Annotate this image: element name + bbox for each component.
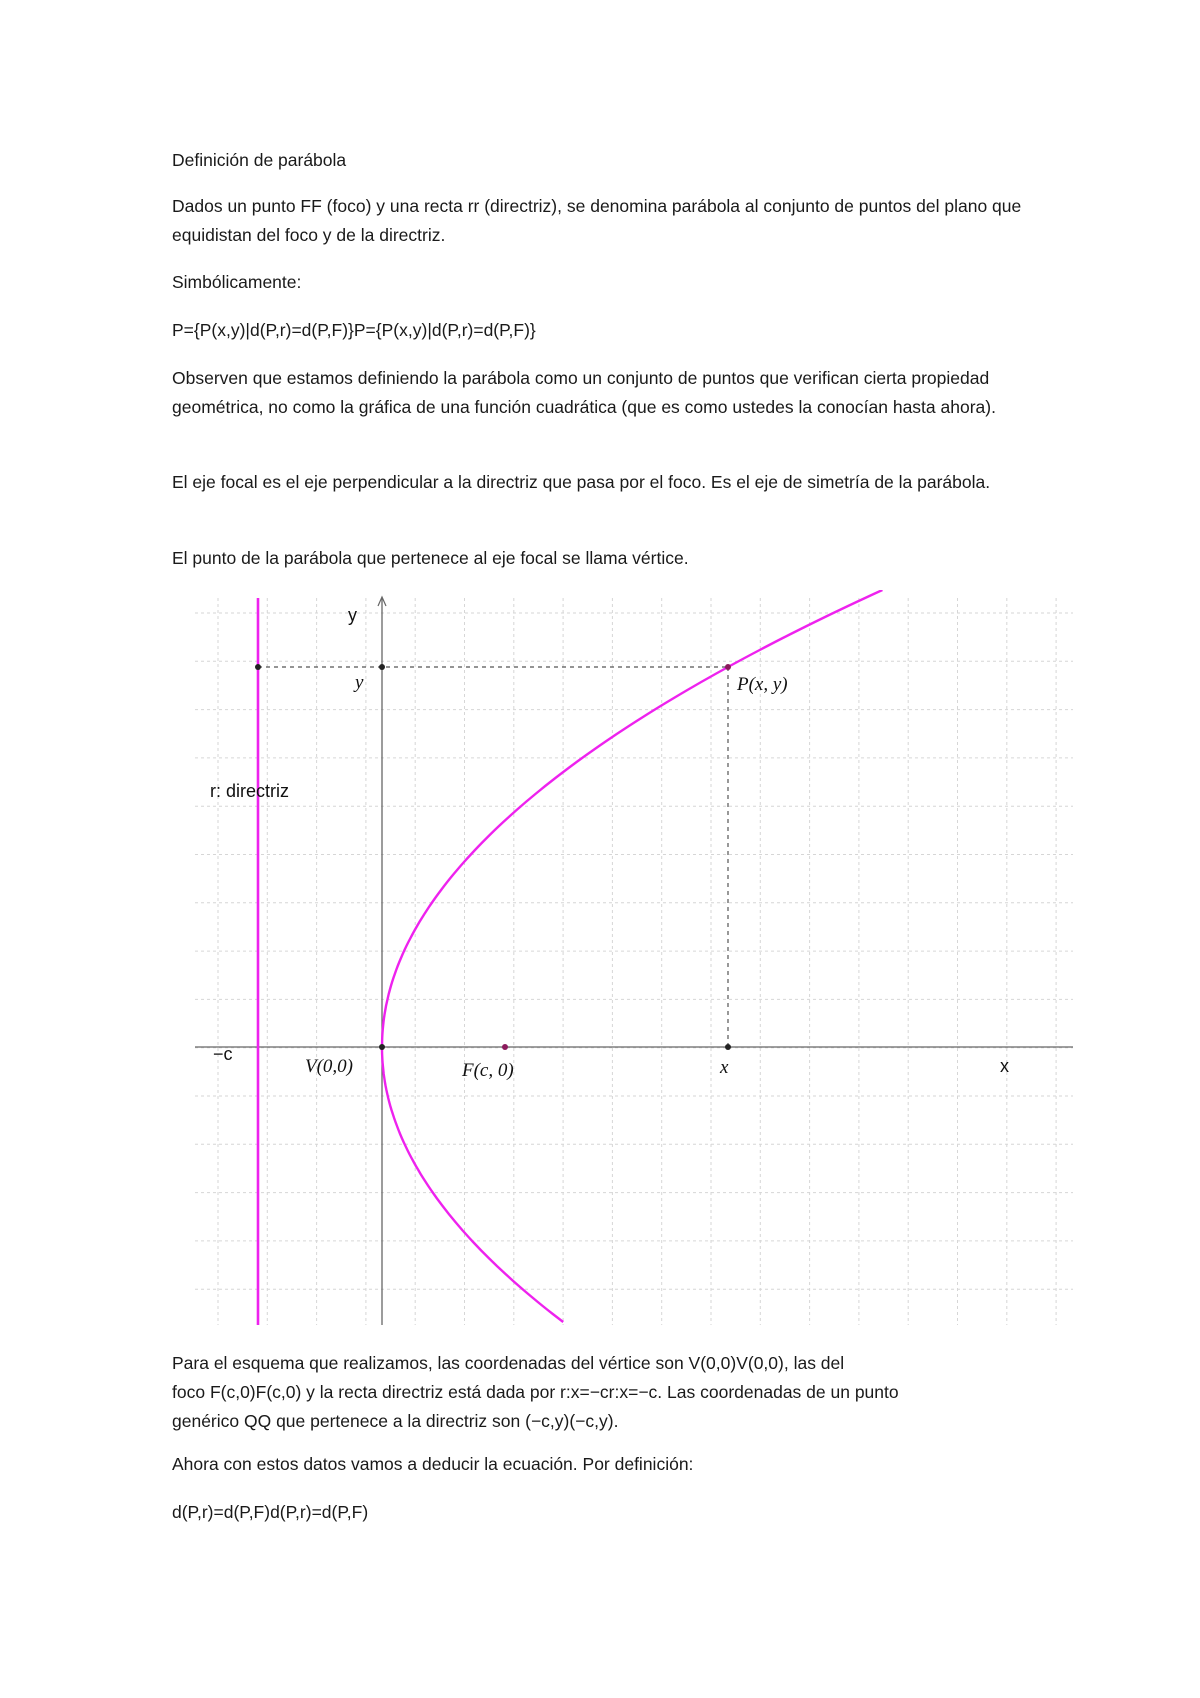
point-p [725,664,731,670]
deduction-paragraph: Ahora con estos datos vamos a deducir la ecuación. Por definición: [172,1454,694,1474]
parabola-figure [195,590,1085,1325]
point-p-label: P(x, y) [737,674,788,695]
vertex-paragraph: El punto de la parábola que pertenece al eje focal se llama vértice. [172,548,689,568]
coordinates-line-1: Para el esquema que realizamos, las coordenadas del vértice son V(0,0)V(0,0), las del [172,1353,845,1373]
directrix-label: r: directriz [210,781,290,801]
y-value-label: y [355,672,364,693]
grid [195,598,1073,1325]
focal-axis-paragraph: El eje focal es el eje perpendicular a la directriz que pasa por el foco. Es el eje de simetría de la parábola. [172,472,991,492]
vertex-label: V(0,0) [305,1056,354,1077]
symbolic-heading: Simbólicamente: [172,272,302,292]
point-x [725,1044,731,1050]
point-q [255,664,261,670]
section-title: Definición de parábola [172,150,347,170]
parabola-diagram [195,590,1085,1325]
definition-paragraph: Dados un punto FF (foco) y una recta rr (directriz), se denomina parábola al conjunto de puntos del plano que equidistan del foco y de la directriz. [172,196,1022,245]
minus-c-label: −c [213,1044,233,1064]
coordinates-line-2: foco F(c,0)F(c,0) y la recta directriz está dada por r:x=−cr:x=−c. Las coordenadas de un punto [172,1382,899,1402]
distance-equation: d(P,r)=d(P,F)d(P,r)=d(P,F) [172,1502,369,1522]
x-axis-label: x [1000,1056,1009,1076]
parabola-curve [382,590,882,1322]
point-focus [502,1044,508,1050]
set-definition: P={P(x,y)|d(P,r)=d(P,F)}P={P(x,y)|d(P,r)=d(P,F)} [172,320,536,340]
point-vertex [379,1044,385,1050]
x-value-label: x [720,1057,729,1078]
coordinates-line-3: genérico QQ que pertenece a la directriz son (−c,y)(−c,y). [172,1411,619,1431]
coordinates-paragraph [172,1349,1052,1436]
point-y [379,664,385,670]
observation-paragraph: Observen que estamos definiendo la parábola como un conjunto de puntos que verifican cierta propiedad geométrica, no como la gráfica de una función cuadrática (que es como ustedes la conocían hasta ahora). [172,368,996,417]
focus-label: F(c, 0) [462,1060,514,1081]
y-axis-label: y [348,605,357,625]
